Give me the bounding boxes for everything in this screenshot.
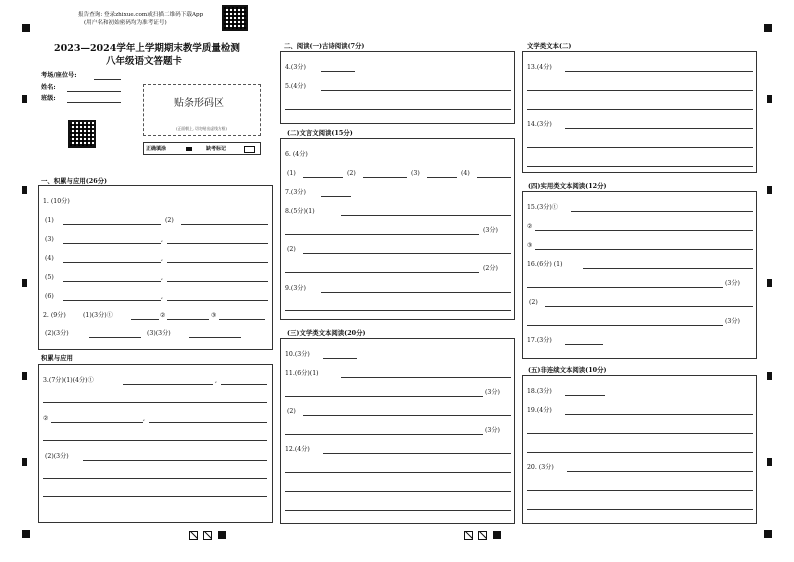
score-3: (3分) [725,280,740,287]
answer-line[interactable] [123,384,213,385]
answer-line[interactable] [321,196,351,197]
name-label: 姓名: [41,84,56,91]
exam-subtitle: 八年级语文答题卡 [106,56,183,67]
answer-line[interactable] [535,249,753,250]
comma: , [161,293,163,300]
question-5: 5.(4分) [285,83,306,90]
section-sub-box [38,364,273,523]
answer-line[interactable] [567,471,753,472]
question-14: 14.(3分) [527,121,552,128]
class-field[interactable] [67,102,121,103]
answer-line[interactable] [221,384,267,385]
answer-line[interactable] [527,509,753,510]
timing-mark [22,458,27,466]
absent-mark-label: 缺考标记 [206,146,227,152]
score-3: (3分) [483,227,498,234]
section-3b-box [522,191,757,359]
barcode-title: 贴条形码区 [174,98,224,109]
question-17: 17.(3分) [527,337,552,344]
registration-mark [764,530,772,538]
correct-fill-sample [186,147,192,151]
answer-line[interactable] [303,177,343,178]
score-3: (3分) [725,318,740,325]
answer-line[interactable] [63,281,161,282]
timing-mark [767,186,772,194]
section-2a-box [280,51,515,124]
answer-line[interactable] [527,166,753,167]
q1-item-5: (5) [45,274,54,281]
page-mark-box [189,531,198,540]
answer-line[interactable] [565,395,605,396]
q2-part-1: (1)(3分)① [83,312,113,319]
question-1: 1. (10分) [43,198,70,205]
answer-line[interactable] [571,211,753,212]
question-6: 6. (4分) [285,151,308,158]
q15-circle-3: ③ [527,242,533,249]
q6-item-4: (4) [461,170,470,177]
answer-line[interactable] [341,377,511,378]
q3-circle-2: ② [43,415,49,422]
comma: , [161,255,163,262]
barcode-hint: (正面朝上, 切勿贴出虚线方框) [176,126,227,131]
answer-line[interactable] [189,337,241,338]
q1-item-6: (6) [45,293,54,300]
page-mark-filled [218,531,226,539]
page-mark-box [203,531,212,540]
q3-part-2: (2)(3分) [45,453,69,460]
section-sub-title: 积累与应用 [41,354,73,362]
timing-mark [22,372,27,380]
answer-line[interactable] [63,262,161,263]
answer-line[interactable] [527,452,753,453]
answer-line[interactable] [427,177,457,178]
answer-line[interactable] [477,177,511,178]
registration-mark [22,24,30,32]
question-16: 16.(6分) (1) [527,261,563,268]
answer-line[interactable] [527,109,753,110]
timing-mark [767,279,772,287]
section-1-box [38,185,273,350]
question-13: 13.(4分) [527,64,552,71]
answer-line[interactable] [63,243,161,244]
q1-item-3: (3) [45,236,54,243]
comma: , [161,274,163,281]
section-3c-box [522,375,757,524]
answer-line[interactable] [565,128,753,129]
answer-line[interactable] [63,224,161,225]
registration-mark [764,24,772,32]
answer-line[interactable] [167,300,268,301]
answer-line[interactable] [43,440,267,441]
answer-line[interactable] [527,147,753,148]
section-2c-box [280,338,515,524]
q1-item-4: (4) [45,255,54,262]
q2-part-2: (2)(3分) [45,330,69,337]
answer-line[interactable] [167,319,209,320]
page-mark-filled [493,531,501,539]
question-19: 19.(4分) [527,407,552,414]
score-2: (2分) [483,265,498,272]
question-2: 2. (9分) [43,312,66,319]
answer-line[interactable] [363,177,407,178]
exam-room-field[interactable] [94,79,121,80]
section-3a-box [522,51,757,173]
comma: , [143,415,145,422]
name-field[interactable] [67,91,121,92]
answer-line[interactable] [303,253,511,254]
answer-line[interactable] [565,344,603,345]
app-qr-code-icon [222,5,248,31]
section-2-title: 二、阅读(一)古诗阅读(7分) [284,42,365,50]
student-qr-code-icon [68,120,96,148]
answer-line[interactable] [149,422,267,423]
answer-line[interactable] [527,490,753,491]
fill-legend [143,142,261,155]
answer-line[interactable] [341,215,511,216]
registration-mark [22,530,30,538]
exam-title: 2023—2024学年上学期期末教学质量检测 [54,43,240,54]
barcode-area [143,84,261,136]
timing-mark [767,95,772,103]
answer-line[interactable] [321,90,511,91]
answer-line[interactable] [321,292,511,293]
question-12: 12.(4分) [285,446,310,453]
question-10: 10.(3分) [285,351,310,358]
section-2b-box [280,138,515,320]
report-notice: 报告查询: 登录zhixue.com或扫描二维码下载App [78,12,204,18]
q6-item-1: (1) [287,170,296,177]
timing-mark [22,95,27,103]
answer-line[interactable] [285,510,511,511]
question-18: 18.(3分) [527,388,552,395]
answer-line[interactable] [167,262,268,263]
answer-line[interactable] [323,358,357,359]
question-11: 11.(6分)(1) [285,370,319,377]
answer-line[interactable] [527,287,723,288]
page-mark-box [478,531,487,540]
answer-line[interactable] [63,300,161,301]
answer-line[interactable] [527,433,753,434]
correct-fill-label: 正确填涂 [146,146,167,152]
score-3: (3分) [485,427,500,434]
q2-circle-3: ③ [211,312,217,319]
report-notice-sub: (用户名和初始密码均为准考证号) [84,20,167,26]
answer-line[interactable] [43,402,267,403]
q1-item-2: (2) [165,217,174,224]
answer-line[interactable] [323,453,511,454]
q11-part-2: (2) [287,408,296,415]
answer-line[interactable] [303,415,511,416]
q1-item-1: (1) [45,217,54,224]
timing-mark [767,372,772,380]
class-label: 班级: [41,95,56,102]
answer-line[interactable] [285,491,511,492]
answer-line[interactable] [89,337,141,338]
section-3c-title: (五)非连续文本阅读(10分) [528,366,607,374]
answer-line[interactable] [167,281,268,282]
q2-circle-2: ② [160,312,166,319]
answer-line[interactable] [545,306,753,307]
question-15: 15.(3分)① [527,204,558,211]
timing-mark [767,458,772,466]
q2-part-3: (3)(3分) [147,330,171,337]
q15-circle-2: ② [527,223,533,230]
answer-line[interactable] [131,319,159,320]
question-9: 9.(3分) [285,285,306,292]
answer-line[interactable] [43,478,267,479]
answer-line[interactable] [583,268,753,269]
answer-line[interactable] [285,472,511,473]
answer-line[interactable] [565,414,753,415]
answer-line[interactable] [285,310,511,311]
absent-checkbox[interactable] [244,146,255,153]
comma: , [161,236,163,243]
page-mark-box [464,531,473,540]
question-8: 8.(5分)(1) [285,208,315,215]
section-1-title: 一、积累与应用(26分) [41,177,108,185]
answer-line[interactable] [51,422,143,423]
answer-line[interactable] [181,224,268,225]
answer-line[interactable] [535,230,753,231]
q6-item-3: (3) [411,170,420,177]
section-2c-title: (三)文学类文本阅读(20分) [287,329,366,337]
score-3: (3分) [485,389,500,396]
answer-line[interactable] [285,396,483,397]
answer-line[interactable] [285,234,479,235]
answer-line[interactable] [285,272,479,273]
q16-part-2: (2) [529,299,538,306]
answer-line[interactable] [167,243,268,244]
answer-line[interactable] [527,90,753,91]
answer-line[interactable] [83,460,267,461]
answer-line[interactable] [527,325,723,326]
q6-item-2: (2) [347,170,356,177]
answer-line[interactable] [43,496,267,497]
question-7: 7.(3分) [285,189,306,196]
answer-line[interactable] [285,434,483,435]
answer-line[interactable] [321,71,355,72]
timing-mark [22,186,27,194]
q8-part-2: (2) [287,246,296,253]
answer-line[interactable] [565,71,753,72]
question-20: 20. (3分) [527,464,554,471]
section-3-head: 文学类文本(二) [527,42,572,50]
section-3b-title: (四)实用类文本阅读(12分) [528,182,607,190]
question-3: 3.(7分)(1)(4分)① [43,377,94,384]
question-4: 4.(3分) [285,64,306,71]
answer-line[interactable] [219,319,265,320]
section-2b-title: (二)文言文阅读(15分) [287,129,353,137]
comma: , [215,377,217,384]
timing-mark [22,279,27,287]
answer-line[interactable] [285,109,511,110]
exam-room-label: 考场/座位号: [41,72,77,79]
